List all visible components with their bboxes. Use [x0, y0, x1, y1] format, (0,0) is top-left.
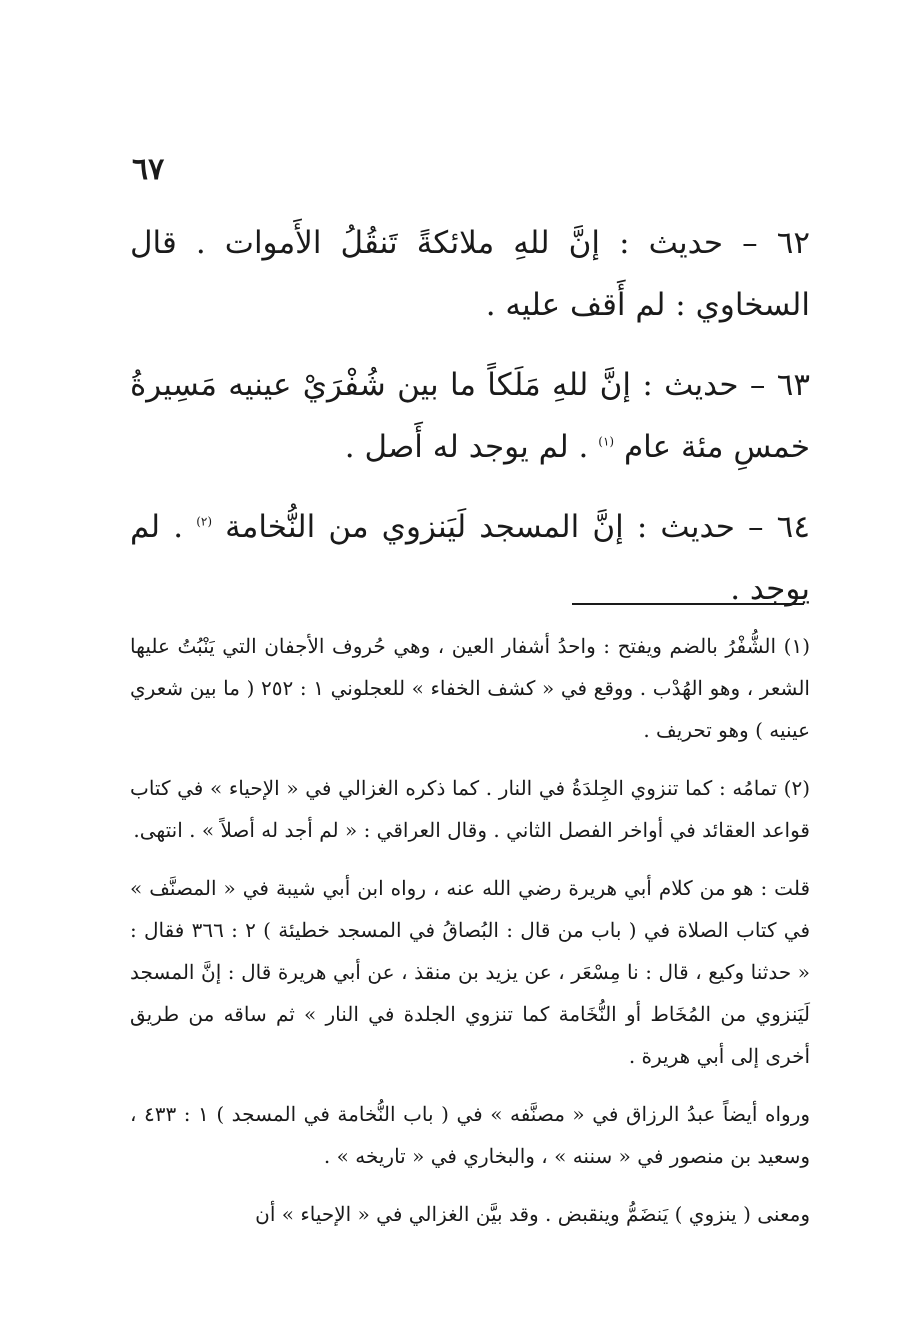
footnotes — [130, 625, 810, 1251]
entry-text: . لم يوجد . — [130, 509, 810, 607]
entry-text: . لم يوجد له أَصل . — [344, 429, 589, 465]
hadith-entry-62: ٦٢ – حديث : إنَّ للهِ ملائكةً تَنقُلُ الأَموات . قال السخاوي : لم أَقف عليه . — [130, 225, 810, 323]
footnote-paragraph: ومعنى ( ينزوي ) يَنضَمُّ وينقبض . وقد بيَّن الغزالي في « الإحياء » أن — [255, 1202, 810, 1226]
footnote-1: (١) الشُّفْرُ بالضم ويفتح : واحدُ أشفار العين ، وهي حُروف الأجفان التي يَنْبُتُ عليها الشعر ، وهو الهُدْب . ووقع في « كشف الخفاء » للعجلوني ١ : ٢٥٢ ( ما بين شعري عينيه ) وهو تحريف . — [130, 634, 810, 742]
footnote-ref: (٢) — [196, 514, 213, 529]
footnote-ref: (١) — [598, 434, 615, 449]
footnote-paragraph: ورواه أيضاً عبدُ الرزاق في « مصنَّفه » في ( باب النُّخامة في المسجد ) ١ : ٤٣٣ ، وسعيد بن منصور في « سننه » ، والبخاري في « تاريخه » . — [130, 1102, 811, 1168]
footnote-divider — [572, 603, 804, 605]
hadith-entry-64 — [130, 496, 810, 620]
main-text — [130, 212, 810, 638]
footnote-2: (٢) تمامُه : كما تنزوي الجِلدَةُ في النار . كما ذكره الغزالي في « الإحياء » في كتاب قواعد العقائد في أواخر الفصل الثاني . وقال العراقي : « لم أجد له أصلاً » . انتهى. — [130, 776, 810, 842]
hadith-entry-63 — [130, 354, 810, 478]
entry-text: ٦٤ – حديث : إنَّ المسجد لَيَنزوي من النُّخامة — [225, 509, 810, 545]
page-number: ٦٧ — [132, 152, 165, 187]
footnote-paragraph: قلت : هو من كلام أبي هريرة رضي الله عنه ، رواه ابن أبي شيبة في « المصنَّف » في كتاب الصلاة في ( باب من قال : البُصاقُ في المسجد خطيئة ) ٢ : ٣٦٦ فقال : « حدثنا وكيع ، قال : نا مِسْعَر ، عن يزيد بن منقذ ، عن أبي هريرة قال : إنَّ المسجد لَيَنزوي من المُخَاط أو النُّخَامة كما تنزوي الجلدة في النار » ثم ساقه من طريق أخرى إلى أبي هريرة . — [130, 876, 810, 1068]
entry-text: ٦٣ – حديث : إنَّ للهِ مَلَكاً ما بين شُفْرَيْ عينيه مَسِيرةُ خمسِ مئة عام — [130, 367, 810, 465]
